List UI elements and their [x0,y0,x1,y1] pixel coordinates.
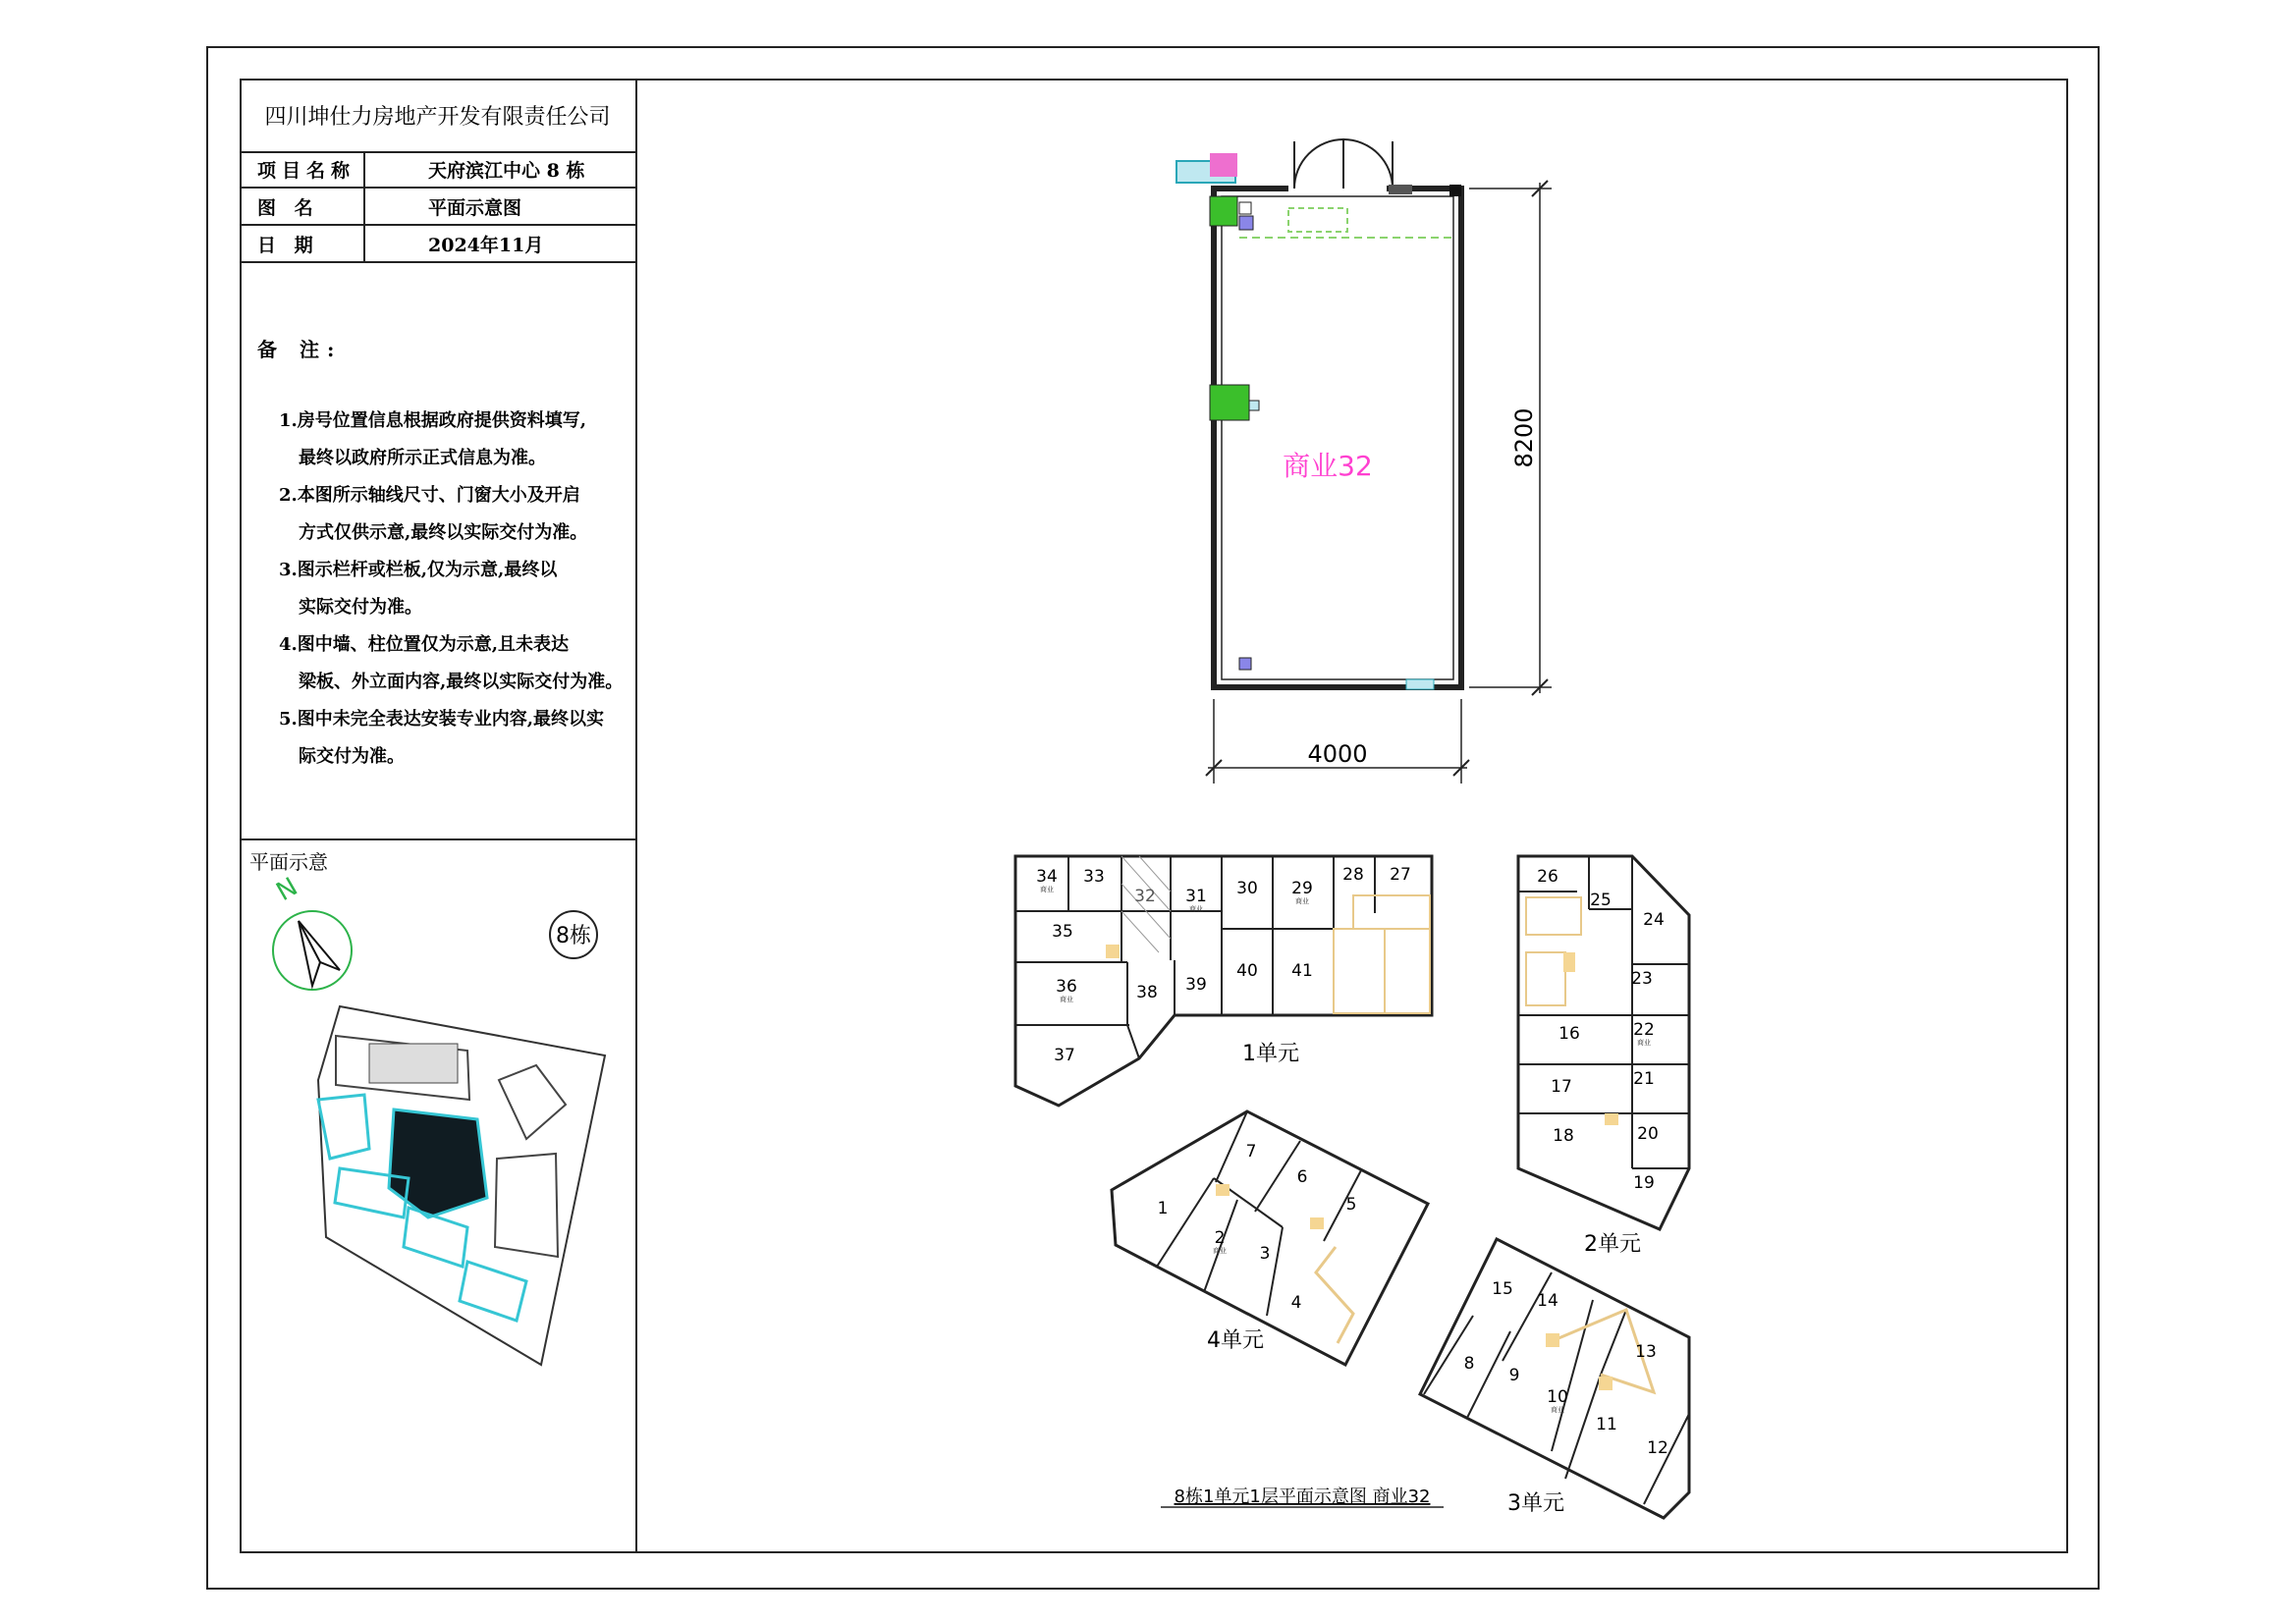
room-number: 1 [1157,1199,1169,1218]
svg-text:8栋: 8栋 [556,924,591,948]
room-number: 21 [1633,1069,1655,1089]
company-name: 四川坤仕力房地产开发有限责任公司 [240,79,635,153]
room-number: 28 [1342,865,1364,885]
room-tag: 商业 [1295,897,1309,905]
note-line: 际交付为准。 [299,746,405,767]
info-key: 项目名称 [240,151,365,187]
room-number: 10 [1547,1387,1568,1407]
room-tag: 商业 [1637,1039,1651,1047]
room-number: 41 [1291,961,1313,981]
room-tag: 商业 [1040,886,1054,893]
room-tag: 商业 [1189,905,1203,913]
note-line: 梁板、外立面内容,最终以实际交付为准。 [299,672,624,692]
unit-label: 2单元 [1584,1232,1641,1257]
room-number: 19 [1633,1173,1655,1193]
room-number: 2 [1214,1228,1226,1248]
room-number: 20 [1637,1124,1659,1144]
note-line: 4.图中墙、柱位置仅为示意,且未表达 [279,634,570,655]
room-number: 33 [1083,867,1105,887]
room-number: 39 [1185,975,1207,995]
notes-title: 备 注: [257,338,343,361]
unit-label: 4单元 [1207,1328,1264,1353]
site-plan-label: 平面示意 [249,850,328,874]
room-number: 22 [1633,1020,1655,1040]
room-number: 40 [1236,961,1258,981]
room-number: 23 [1631,969,1653,989]
dimension-label: 4000 [1307,740,1368,768]
room-number: 35 [1052,922,1073,942]
room-number: 5 [1345,1195,1357,1215]
room-number: 13 [1635,1342,1657,1362]
note-line: 最终以政府所示正式信息为准。 [299,448,546,468]
note-line: 1.房号位置信息根据政府提供资料填写, [279,410,587,431]
room-number: 24 [1643,910,1665,930]
room-number: 11 [1596,1415,1617,1434]
room-number: 27 [1390,865,1411,885]
dimension-label: 8200 [1510,407,1538,468]
note-line: 2.本图所示轴线尺寸、门窗大小及开启 [279,485,580,506]
info-value: 平面示意图 [428,196,522,219]
room-number: 30 [1236,879,1258,898]
info-key: 日 期 [240,226,365,261]
room-number: 38 [1136,983,1158,1002]
room-number: 6 [1296,1167,1308,1187]
room-number: 14 [1537,1291,1558,1311]
room-number: 29 [1291,879,1313,898]
room-number: 37 [1054,1046,1075,1065]
room-number: 36 [1056,977,1077,997]
room-label: 商业32 [1283,450,1373,482]
room-tag: 商业 [1213,1247,1227,1255]
note-line: 方式仅供示意,最终以实际交付为准。 [299,522,588,543]
room-number: 9 [1508,1366,1520,1385]
room-number: 4 [1290,1293,1302,1313]
room-number: 32 [1134,887,1156,906]
room-number: 34 [1036,867,1058,887]
unit-label: 3单元 [1507,1491,1564,1516]
room-tag: 商业 [1060,996,1073,1003]
room-number: 8 [1463,1354,1475,1374]
room-tag: 商业 [1551,1406,1564,1414]
room-number: 12 [1647,1438,1668,1458]
room-number: 7 [1245,1142,1257,1162]
north-label: N [271,872,303,908]
room-number: 15 [1492,1279,1513,1299]
unit-label: 1单元 [1242,1042,1299,1066]
info-key: 图 名 [240,189,365,224]
drawing-caption: 8栋1单元1层平面示意图 商业32 [1174,1487,1431,1507]
room-number: 25 [1590,891,1612,910]
room-number: 26 [1537,867,1558,887]
room-number: 31 [1185,887,1207,906]
room-number: 18 [1553,1126,1574,1146]
room-number: 17 [1551,1077,1572,1097]
note-line: 实际交付为准。 [299,597,422,618]
info-value: 天府滨江中心 8 栋 [428,159,585,182]
note-line: 3.图示栏杆或栏板,仅为示意,最终以 [279,560,558,580]
room-number: 16 [1558,1024,1580,1044]
info-value: 2024年11月 [428,234,544,256]
room-number: 3 [1259,1244,1271,1264]
note-line: 5.图中未完全表达安装专业内容,最终以实 [279,709,605,730]
